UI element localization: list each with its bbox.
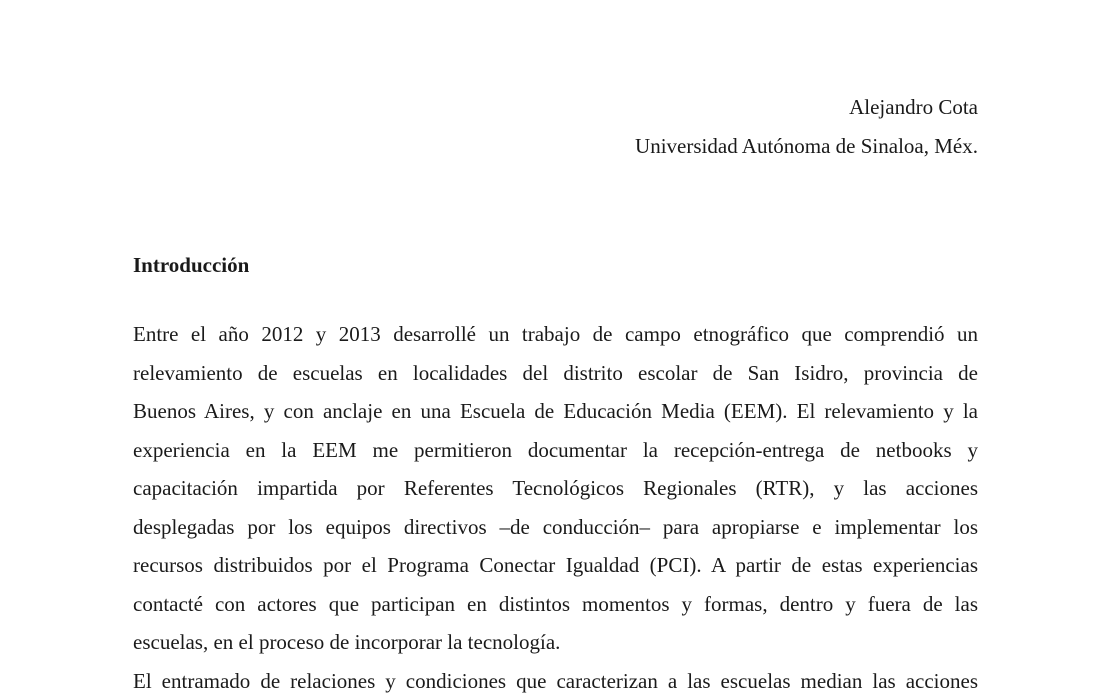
paragraph-line: Buenos Aires, y con anclaje en una Escuela de Educación Media (EEM). El relevamiento y la xyxy=(133,399,978,423)
section-heading: Introducción xyxy=(133,253,250,277)
author-affiliation: Universidad Autónoma de Sinaloa, Méx. xyxy=(635,134,978,158)
paragraph-line: recursos distribuidos por el Programa Conectar Igualdad (PCI). A partir de estas experiencias xyxy=(133,553,978,577)
paragraph-line: experiencia en la EEM me permitieron documentar la recepción-entrega de netbooks y xyxy=(133,437,978,462)
paragraph xyxy=(133,315,978,662)
paragraph-line: desplegadas por los equipos directivos –de conducción– para apropiarse e implementar los xyxy=(133,514,978,539)
paragraph-line: escuelas, en el proceso de incorporar la tecnología. xyxy=(133,630,561,654)
paragraph-line: capacitación impartida por Referentes Tecnológicos Regionales (RTR), y las acciones xyxy=(133,476,978,500)
author-block xyxy=(635,88,978,166)
body-text xyxy=(133,315,978,700)
paragraph xyxy=(133,662,978,700)
author-name: Alejandro Cota xyxy=(849,95,978,119)
paragraph-line: El entramado de relaciones y condiciones que caracterizan a las escuelas median las acciones xyxy=(133,668,978,693)
paragraph-line: contacté con actores que participan en distintos momentos y formas, dentro y fuera de las xyxy=(133,591,978,616)
paragraph-line: Entre el año 2012 y 2013 desarrollé un trabajo de campo etnográfico que comprendió un xyxy=(133,322,978,346)
paragraph-line: relevamiento de escuelas en localidades del distrito escolar de San Isidro, provincia de xyxy=(133,360,978,385)
